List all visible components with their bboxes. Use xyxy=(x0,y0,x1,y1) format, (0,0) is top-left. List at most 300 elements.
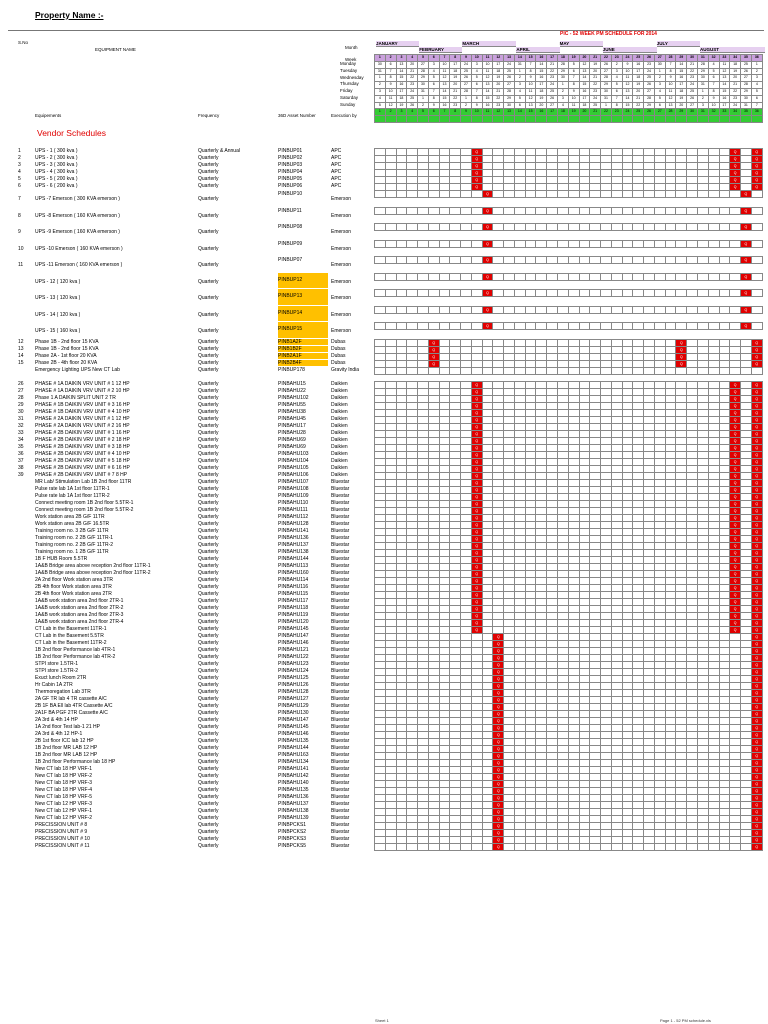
week-cell[interactable] xyxy=(654,191,665,198)
week-cell[interactable] xyxy=(719,240,730,247)
equipment-row[interactable] xyxy=(0,148,768,155)
pm-mark[interactable]: Q xyxy=(493,794,504,801)
week-cell[interactable] xyxy=(407,367,418,374)
equipment-row[interactable] xyxy=(0,766,768,773)
pm-mark[interactable]: Q xyxy=(751,388,762,395)
pm-mark[interactable]: Q xyxy=(751,465,762,472)
week-cell[interactable] xyxy=(622,224,633,231)
pm-mark[interactable]: Q xyxy=(751,156,762,163)
week-cell[interactable] xyxy=(536,207,547,214)
week-cell[interactable] xyxy=(525,191,536,198)
week-cell[interactable] xyxy=(396,323,407,330)
week-cell[interactable] xyxy=(385,257,396,264)
week-cell[interactable] xyxy=(590,224,601,231)
pm-mark[interactable]: Q xyxy=(482,273,493,280)
pm-mark[interactable]: Q xyxy=(471,542,482,549)
pm-mark[interactable]: Q xyxy=(471,479,482,486)
week-cell[interactable] xyxy=(558,273,569,280)
week-cell[interactable] xyxy=(493,306,504,313)
equipment-row[interactable] xyxy=(0,808,768,815)
equipment-row[interactable] xyxy=(0,605,768,612)
equipment-row[interactable] xyxy=(0,381,768,388)
equipment-row[interactable] xyxy=(0,836,768,843)
pm-mark[interactable]: Q xyxy=(676,339,687,346)
pm-mark[interactable]: Q xyxy=(751,689,762,696)
week-cell[interactable] xyxy=(708,273,719,280)
week-cell[interactable] xyxy=(536,257,547,264)
week-cell[interactable] xyxy=(697,290,708,297)
pm-mark[interactable]: Q xyxy=(493,829,504,836)
week-cell[interactable] xyxy=(730,306,741,313)
week-cell[interactable] xyxy=(579,290,590,297)
week-cell[interactable] xyxy=(418,207,429,214)
week-cell[interactable] xyxy=(482,843,493,850)
week-cell[interactable] xyxy=(439,273,450,280)
week-cell[interactable] xyxy=(697,273,708,280)
pm-mark[interactable]: Q xyxy=(751,549,762,556)
week-cell[interactable] xyxy=(525,257,536,264)
week-cell[interactable] xyxy=(751,273,762,280)
pm-mark[interactable]: Q xyxy=(751,668,762,675)
week-cell[interactable] xyxy=(719,273,730,280)
week-cell[interactable] xyxy=(385,306,396,313)
pm-mark[interactable]: Q xyxy=(471,535,482,542)
week-cell[interactable] xyxy=(536,224,547,231)
pm-mark[interactable]: Q xyxy=(493,633,504,640)
week-cell[interactable] xyxy=(471,843,482,850)
week-cell[interactable] xyxy=(719,843,730,850)
equipment-row[interactable] xyxy=(0,829,768,836)
week-cell[interactable] xyxy=(568,323,579,330)
week-cell[interactable] xyxy=(525,273,536,280)
pm-mark[interactable]: Q xyxy=(471,514,482,521)
week-cell[interactable] xyxy=(697,367,708,374)
week-cell[interactable] xyxy=(493,273,504,280)
equipment-row[interactable] xyxy=(0,822,768,829)
pm-mark[interactable]: Q xyxy=(471,163,482,170)
week-cell[interactable] xyxy=(611,224,622,231)
week-cell[interactable] xyxy=(719,306,730,313)
week-cell[interactable] xyxy=(450,367,461,374)
week-cell[interactable] xyxy=(601,273,612,280)
week-cell[interactable] xyxy=(708,207,719,214)
week-cell[interactable] xyxy=(611,323,622,330)
week-cell[interactable] xyxy=(751,224,762,231)
week-cell[interactable] xyxy=(375,273,386,280)
week-cell[interactable] xyxy=(547,257,558,264)
pm-mark[interactable]: Q xyxy=(730,598,741,605)
pm-mark[interactable]: Q xyxy=(751,703,762,710)
week-cell[interactable] xyxy=(590,290,601,297)
pm-mark[interactable]: Q xyxy=(730,556,741,563)
equipment-row[interactable] xyxy=(0,738,768,745)
week-cell[interactable] xyxy=(504,290,515,297)
week-cell[interactable] xyxy=(697,224,708,231)
week-cell[interactable] xyxy=(601,191,612,198)
week-cell[interactable] xyxy=(654,257,665,264)
pm-mark[interactable]: Q xyxy=(493,773,504,780)
week-cell[interactable] xyxy=(611,191,622,198)
week-cell[interactable] xyxy=(730,273,741,280)
week-cell[interactable] xyxy=(590,207,601,214)
week-cell[interactable] xyxy=(536,843,547,850)
week-cell[interactable] xyxy=(622,306,633,313)
pm-mark[interactable]: Q xyxy=(741,323,752,330)
week-cell[interactable] xyxy=(493,240,504,247)
pm-mark[interactable]: Q xyxy=(751,395,762,402)
pm-mark[interactable]: Q xyxy=(730,163,741,170)
pm-mark[interactable]: Q xyxy=(471,458,482,465)
week-cell[interactable] xyxy=(428,843,439,850)
week-cell[interactable] xyxy=(654,306,665,313)
week-cell[interactable] xyxy=(525,367,536,374)
week-cell[interactable] xyxy=(676,273,687,280)
pm-mark[interactable]: Q xyxy=(751,654,762,661)
week-cell[interactable] xyxy=(719,224,730,231)
week-cell[interactable] xyxy=(730,257,741,264)
pm-mark[interactable]: Q xyxy=(471,528,482,535)
pm-mark[interactable]: Q xyxy=(751,528,762,535)
week-cell[interactable] xyxy=(375,306,386,313)
pm-mark[interactable]: Q xyxy=(471,605,482,612)
week-cell[interactable] xyxy=(611,240,622,247)
pm-mark[interactable]: Q xyxy=(730,395,741,402)
week-cell[interactable] xyxy=(418,257,429,264)
pm-mark[interactable]: Q xyxy=(751,605,762,612)
week-cell[interactable] xyxy=(644,290,655,297)
pm-mark[interactable]: Q xyxy=(751,584,762,591)
pm-mark[interactable]: Q xyxy=(751,458,762,465)
pm-mark[interactable]: Q xyxy=(730,388,741,395)
week-cell[interactable] xyxy=(525,843,536,850)
week-cell[interactable] xyxy=(568,367,579,374)
week-cell[interactable] xyxy=(514,240,525,247)
week-cell[interactable] xyxy=(568,843,579,850)
pm-mark[interactable]: Q xyxy=(751,360,762,367)
equipment-row[interactable] xyxy=(0,360,768,367)
week-cell[interactable] xyxy=(611,843,622,850)
pm-mark[interactable]: Q xyxy=(482,191,493,198)
pm-mark[interactable]: Q xyxy=(741,273,752,280)
week-cell[interactable] xyxy=(461,207,472,214)
week-cell[interactable] xyxy=(601,323,612,330)
equipment-row[interactable] xyxy=(0,794,768,801)
equipment-row[interactable] xyxy=(0,458,768,465)
week-cell[interactable] xyxy=(558,257,569,264)
pm-mark[interactable]: Q xyxy=(730,177,741,184)
week-cell[interactable] xyxy=(676,257,687,264)
equipment-row[interactable] xyxy=(0,787,768,794)
week-cell[interactable] xyxy=(568,191,579,198)
week-cell[interactable] xyxy=(407,257,418,264)
equipment-row[interactable] xyxy=(0,535,768,542)
week-cell[interactable] xyxy=(644,306,655,313)
pm-mark[interactable]: Q xyxy=(471,521,482,528)
week-cell[interactable] xyxy=(418,843,429,850)
week-cell[interactable] xyxy=(418,323,429,330)
week-cell[interactable] xyxy=(375,257,386,264)
week-cell[interactable] xyxy=(450,843,461,850)
week-cell[interactable] xyxy=(676,191,687,198)
equipment-row[interactable] xyxy=(0,703,768,710)
equipment-row[interactable] xyxy=(0,815,768,822)
pm-mark[interactable]: Q xyxy=(471,556,482,563)
pm-mark[interactable]: Q xyxy=(751,430,762,437)
equipment-row[interactable] xyxy=(0,591,768,598)
week-cell[interactable] xyxy=(751,306,762,313)
pm-mark[interactable]: Q xyxy=(676,360,687,367)
week-cell[interactable] xyxy=(676,207,687,214)
equipment-row[interactable] xyxy=(0,190,768,207)
week-cell[interactable] xyxy=(385,273,396,280)
pm-mark[interactable]: Q xyxy=(751,149,762,156)
week-cell[interactable] xyxy=(558,290,569,297)
week-cell[interactable] xyxy=(601,290,612,297)
week-cell[interactable] xyxy=(514,191,525,198)
pm-mark[interactable]: Q xyxy=(471,472,482,479)
pm-mark[interactable]: Q xyxy=(493,724,504,731)
pm-mark[interactable]: Q xyxy=(493,668,504,675)
pm-mark[interactable]: Q xyxy=(428,339,439,346)
pm-mark[interactable]: Q xyxy=(471,619,482,626)
pm-mark[interactable]: Q xyxy=(493,654,504,661)
week-cell[interactable] xyxy=(428,367,439,374)
week-cell[interactable] xyxy=(514,323,525,330)
pm-mark[interactable]: Q xyxy=(730,542,741,549)
week-cell[interactable] xyxy=(385,323,396,330)
week-cell[interactable] xyxy=(461,257,472,264)
pm-mark[interactable]: Q xyxy=(471,598,482,605)
week-cell[interactable] xyxy=(665,273,676,280)
pm-mark[interactable]: Q xyxy=(730,451,741,458)
week-cell[interactable] xyxy=(676,367,687,374)
pm-mark[interactable]: Q xyxy=(493,731,504,738)
week-cell[interactable] xyxy=(525,290,536,297)
equipment-row[interactable] xyxy=(0,745,768,752)
equipment-row[interactable] xyxy=(0,289,768,306)
equipment-row[interactable] xyxy=(0,507,768,514)
week-cell[interactable] xyxy=(407,323,418,330)
week-cell[interactable] xyxy=(601,240,612,247)
pm-mark[interactable]: Q xyxy=(493,752,504,759)
equipment-row[interactable] xyxy=(0,388,768,395)
week-cell[interactable] xyxy=(708,240,719,247)
equipment-row[interactable] xyxy=(0,570,768,577)
equipment-row[interactable] xyxy=(0,514,768,521)
pm-mark[interactable]: Q xyxy=(471,184,482,191)
equipment-row[interactable] xyxy=(0,773,768,780)
pm-mark[interactable]: Q xyxy=(751,612,762,619)
week-cell[interactable] xyxy=(558,306,569,313)
pm-mark[interactable]: Q xyxy=(471,486,482,493)
week-cell[interactable] xyxy=(579,207,590,214)
week-cell[interactable] xyxy=(697,323,708,330)
equipment-row[interactable] xyxy=(0,493,768,500)
week-cell[interactable] xyxy=(687,323,698,330)
pm-mark[interactable]: Q xyxy=(471,395,482,402)
week-cell[interactable] xyxy=(665,207,676,214)
pm-mark[interactable]: Q xyxy=(730,577,741,584)
week-cell[interactable] xyxy=(450,207,461,214)
pm-mark[interactable]: Q xyxy=(471,570,482,577)
week-cell[interactable] xyxy=(751,240,762,247)
week-cell[interactable] xyxy=(525,240,536,247)
pm-mark[interactable]: Q xyxy=(428,353,439,360)
pm-mark[interactable]: Q xyxy=(751,647,762,654)
equipment-row[interactable] xyxy=(0,612,768,619)
week-cell[interactable] xyxy=(525,323,536,330)
week-cell[interactable] xyxy=(504,273,515,280)
week-cell[interactable] xyxy=(751,367,762,374)
week-cell[interactable] xyxy=(558,207,569,214)
equipment-row[interactable] xyxy=(0,801,768,808)
pm-mark[interactable]: Q xyxy=(751,493,762,500)
week-cell[interactable] xyxy=(665,290,676,297)
week-cell[interactable] xyxy=(633,273,644,280)
week-cell[interactable] xyxy=(536,273,547,280)
week-cell[interactable] xyxy=(428,306,439,313)
week-cell[interactable] xyxy=(471,257,482,264)
pm-mark[interactable]: Q xyxy=(751,184,762,191)
week-cell[interactable] xyxy=(633,323,644,330)
week-cell[interactable] xyxy=(428,191,439,198)
week-cell[interactable] xyxy=(622,290,633,297)
pm-mark[interactable]: Q xyxy=(471,156,482,163)
equipment-row[interactable] xyxy=(0,256,768,273)
week-cell[interactable] xyxy=(471,273,482,280)
week-cell[interactable] xyxy=(697,240,708,247)
week-cell[interactable] xyxy=(514,207,525,214)
week-cell[interactable] xyxy=(439,240,450,247)
week-cell[interactable] xyxy=(687,240,698,247)
week-cell[interactable] xyxy=(536,240,547,247)
week-cell[interactable] xyxy=(471,306,482,313)
pm-mark[interactable]: Q xyxy=(493,815,504,822)
pm-mark[interactable]: Q xyxy=(751,535,762,542)
week-cell[interactable] xyxy=(568,290,579,297)
week-cell[interactable] xyxy=(450,224,461,231)
week-cell[interactable] xyxy=(590,843,601,850)
pm-mark[interactable]: Q xyxy=(751,759,762,766)
equipment-row[interactable] xyxy=(0,416,768,423)
week-cell[interactable] xyxy=(375,323,386,330)
pm-mark[interactable]: Q xyxy=(471,423,482,430)
week-cell[interactable] xyxy=(514,306,525,313)
week-cell[interactable] xyxy=(407,191,418,198)
pm-mark[interactable]: Q xyxy=(730,563,741,570)
week-cell[interactable] xyxy=(741,367,752,374)
pm-mark[interactable]: Q xyxy=(730,437,741,444)
week-cell[interactable] xyxy=(601,257,612,264)
week-cell[interactable] xyxy=(708,191,719,198)
week-cell[interactable] xyxy=(493,257,504,264)
pm-mark[interactable]: Q xyxy=(471,416,482,423)
equipment-row[interactable] xyxy=(0,731,768,738)
week-cell[interactable] xyxy=(622,843,633,850)
equipment-row[interactable] xyxy=(0,675,768,682)
week-cell[interactable] xyxy=(514,843,525,850)
week-cell[interactable] xyxy=(611,257,622,264)
equipment-row[interactable] xyxy=(0,549,768,556)
week-cell[interactable] xyxy=(730,367,741,374)
equipment-row[interactable] xyxy=(0,306,768,323)
week-cell[interactable] xyxy=(461,273,472,280)
week-cell[interactable] xyxy=(450,257,461,264)
pm-mark[interactable]: Q xyxy=(493,766,504,773)
week-cell[interactable] xyxy=(525,224,536,231)
week-cell[interactable] xyxy=(450,323,461,330)
pm-mark[interactable]: Q xyxy=(751,577,762,584)
week-cell[interactable] xyxy=(525,207,536,214)
week-cell[interactable] xyxy=(547,367,558,374)
week-cell[interactable] xyxy=(439,191,450,198)
equipment-row[interactable] xyxy=(0,367,768,374)
equipment-row[interactable] xyxy=(0,155,768,162)
equipment-row[interactable] xyxy=(0,661,768,668)
pm-mark[interactable]: Q xyxy=(751,822,762,829)
pm-mark[interactable]: Q xyxy=(493,738,504,745)
week-cell[interactable] xyxy=(633,207,644,214)
week-cell[interactable] xyxy=(687,191,698,198)
week-cell[interactable] xyxy=(697,191,708,198)
week-cell[interactable] xyxy=(385,191,396,198)
week-cell[interactable] xyxy=(654,240,665,247)
pm-mark[interactable]: Q xyxy=(493,836,504,843)
equipment-row[interactable] xyxy=(0,423,768,430)
pm-mark[interactable]: Q xyxy=(471,465,482,472)
pm-mark[interactable]: Q xyxy=(471,591,482,598)
week-cell[interactable] xyxy=(751,323,762,330)
pm-mark[interactable]: Q xyxy=(493,689,504,696)
equipment-row[interactable] xyxy=(0,273,768,290)
week-cell[interactable] xyxy=(622,323,633,330)
week-cell[interactable] xyxy=(741,843,752,850)
pm-mark[interactable]: Q xyxy=(741,306,752,313)
week-cell[interactable] xyxy=(654,323,665,330)
week-cell[interactable] xyxy=(676,843,687,850)
week-cell[interactable] xyxy=(493,191,504,198)
equipment-row[interactable] xyxy=(0,223,768,240)
week-cell[interactable] xyxy=(622,367,633,374)
week-cell[interactable] xyxy=(633,843,644,850)
week-cell[interactable] xyxy=(708,306,719,313)
equipment-row[interactable] xyxy=(0,176,768,183)
week-cell[interactable] xyxy=(536,191,547,198)
week-cell[interactable] xyxy=(428,290,439,297)
week-cell[interactable] xyxy=(471,240,482,247)
pm-mark[interactable]: Q xyxy=(751,353,762,360)
week-cell[interactable] xyxy=(407,843,418,850)
week-cell[interactable] xyxy=(644,191,655,198)
pm-mark[interactable]: Q xyxy=(730,430,741,437)
pm-mark[interactable]: Q xyxy=(676,346,687,353)
pm-mark[interactable]: Q xyxy=(493,682,504,689)
pm-mark[interactable]: Q xyxy=(730,493,741,500)
pm-mark[interactable]: Q xyxy=(493,822,504,829)
week-cell[interactable] xyxy=(547,323,558,330)
week-cell[interactable] xyxy=(601,224,612,231)
week-cell[interactable] xyxy=(514,257,525,264)
week-cell[interactable] xyxy=(687,207,698,214)
week-cell[interactable] xyxy=(547,207,558,214)
pm-mark[interactable]: Q xyxy=(751,591,762,598)
week-cell[interactable] xyxy=(461,367,472,374)
equipment-row[interactable] xyxy=(0,472,768,479)
week-cell[interactable] xyxy=(676,224,687,231)
equipment-row[interactable] xyxy=(0,843,768,850)
week-cell[interactable] xyxy=(525,306,536,313)
pm-mark[interactable]: Q xyxy=(751,486,762,493)
